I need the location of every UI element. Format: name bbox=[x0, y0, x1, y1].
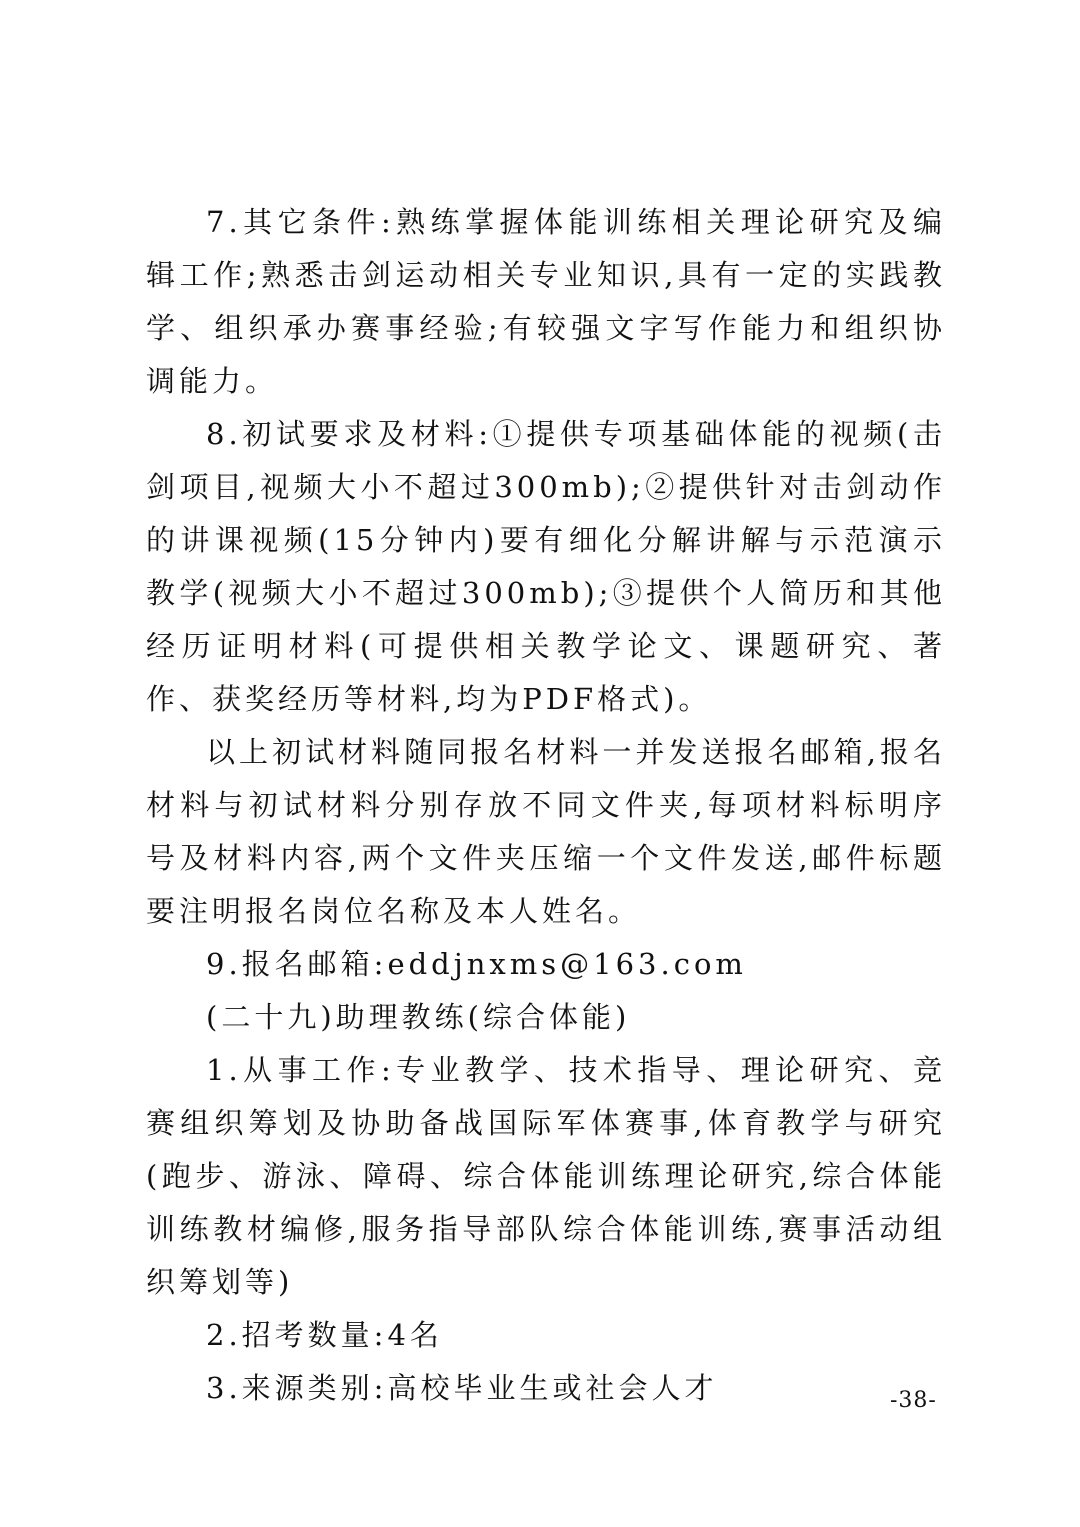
document-body bbox=[146, 196, 946, 1415]
paragraph-job-duties: 1.从事工作:专业教学、技术指导、理论研究、竞赛组织筹划及协助备战国际军体赛事,体育教学与研究(跑步、游泳、障碍、综合体能训练理论研究,综合体能训练教材编修,服务指导部队综合体能训练,赛事活动组织筹划等) bbox=[146, 1053, 946, 1299]
paragraph-initial-test-requirements: 8.初试要求及材料:①提供专项基础体能的视频(击剑项目,视频大小不超过300mb);②提供针对击剑动作的讲课视频(15分钟内)要有细化分解讲解与示范演示教学(视频大小不超过300mb);③提供个人简历和其他经历证明材料(可提供相关教学论文、课题研究、著作、获奖经历等材料,均为PDF格式)。 bbox=[146, 417, 946, 716]
paragraph-source-category: 3.来源类别:高校毕业生或社会人才 bbox=[206, 1371, 718, 1405]
paragraph-registration-email: 9.报名邮箱:eddjnxms@163.com bbox=[206, 947, 747, 981]
page-number: -38- bbox=[890, 1388, 937, 1413]
paragraph-other-conditions: 7.其它条件:熟练掌握体能训练相关理论研究及编辑工作;熟悉击剑运动相关专业知识,具有一定的实践教学、组织承办赛事经验;有较强文字写作能力和组织协调能力。 bbox=[146, 205, 946, 398]
paragraph-recruit-count: 2.招考数量:4名 bbox=[206, 1318, 443, 1352]
section-heading-assistant-coach: (二十九)助理教练(综合体能) bbox=[206, 1000, 631, 1034]
paragraph-submission-instructions: 以上初试材料随同报名材料一并发送报名邮箱,报名材料与初试材料分别存放不同文件夹,每项材料标明序号及材料内容,两个文件夹压缩一个文件发送,邮件标题要注明报名岗位名称及本人姓名。 bbox=[146, 735, 946, 928]
